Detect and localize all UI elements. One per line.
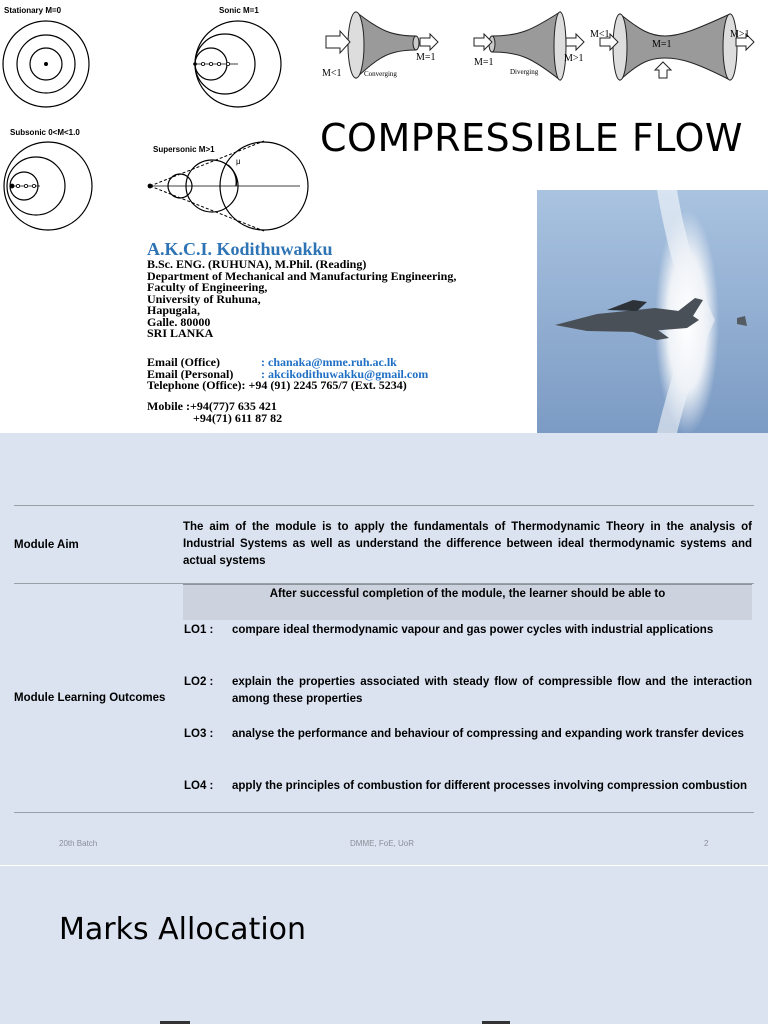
nozzle-label-m-lt-1: M<1 <box>322 68 342 79</box>
supersonic-label: Supersonic M>1 <box>153 145 215 154</box>
nozzle-label-diverging: Diverging <box>510 68 539 76</box>
module-aim-text: The aim of the module is to apply the fundamentals of Thermodynamic Theory in the analysis of Industrial Systems as well as understand the difference between ideal thermodynamic systems and actual systems <box>183 521 752 567</box>
author-department: Department of Mechanical and Manufacturing Engineering, <box>147 268 457 283</box>
nozzle-label-converging: Converging <box>364 70 397 78</box>
author-block <box>147 239 527 340</box>
lo4-code: LO4 : <box>184 780 214 792</box>
lo3-code: LO3 : <box>184 728 214 740</box>
nozzle-label-m-eq-1-b: M=1 <box>474 57 494 68</box>
footer-department: DMME, FoE, UoR <box>350 839 415 848</box>
author-name: A.K.C.I. Kodithuwakku <box>147 239 333 259</box>
footer-batch: 20th Batch <box>59 839 98 848</box>
slide-title: COMPRESSIBLE FLOW <box>320 116 743 160</box>
mach-wave-diagrams <box>0 0 320 235</box>
mobile-primary: Mobile :+94(77)7 635 421 <box>147 399 277 413</box>
lo3-text: analyse the performance and behaviour of compressing and expanding work transfer devices <box>232 728 744 740</box>
nozzle-label-m-eq-1-c: M=1 <box>652 39 672 50</box>
lo1-code: LO1 : <box>184 624 214 636</box>
footer-page-number: 2 <box>704 839 709 848</box>
stationary-label: Stationary M=0 <box>4 6 62 15</box>
email-personal-link[interactable]: : akcikodithuwakku@gmail.com <box>261 366 429 381</box>
mobile-block <box>147 400 282 424</box>
mach-angle-label: μ <box>236 157 241 166</box>
email-office-key: Email (Office) <box>147 355 220 369</box>
outcomes-header: After successful completion of the module, the learner should be able to <box>269 588 666 600</box>
lo4-text: apply the principles of combustion for different processes involving compression combustion <box>232 780 748 792</box>
author-qualifications: B.Sc. ENG. (RUHUNA), M.Phil. (Reading) <box>147 257 367 271</box>
module-details-slide <box>0 433 768 865</box>
author-university: University of Ruhuna, <box>147 291 261 306</box>
outcomes-label: Module Learning Outcomes <box>14 692 166 704</box>
lo1-text: compare ideal thermodynamic vapour and gas power cycles with industrial applications <box>232 624 714 636</box>
lo2-text: explain the properties associated with steady flow of compressible flow and the interaction among these properties <box>232 676 752 705</box>
telephone: Telephone (Office): +94 (91) 2245 765/7 (Ext. 5234) <box>147 378 407 392</box>
outcomes-header-cell <box>183 584 752 620</box>
nozzle-label-m-gt-1: M>1 <box>564 53 584 64</box>
marks-allocation-title: Marks Allocation <box>59 912 307 947</box>
table-bottom-rule <box>14 812 754 813</box>
nozzle-label-m-eq-1: M=1 <box>416 52 436 63</box>
table-top-rule <box>14 505 754 506</box>
mobile-secondary: +94(71) 611 87 82 <box>193 411 283 425</box>
author-country: SRI LANKA <box>147 326 214 340</box>
nozzle-label-m-lt-1-b: M<1 <box>590 29 610 40</box>
email-office-link[interactable]: : chanaka@mme.ruh.ac.lk <box>261 355 397 369</box>
marks-allocation-slide <box>0 866 768 1024</box>
subsonic-label: Subsonic 0<M<1.0 <box>10 128 80 137</box>
title-slide <box>0 0 768 433</box>
nozzle-label-m-gt-1-b: M>1 <box>730 29 750 40</box>
lo2-code: LO2 : <box>184 676 214 688</box>
email-personal-key: Email (Personal) <box>147 366 234 381</box>
sonic-label: Sonic M=1 <box>219 6 259 15</box>
author-faculty: Faculty of Engineering, <box>147 280 268 294</box>
author-town: Hapugala, <box>147 303 201 317</box>
module-aim-label: Module Aim <box>14 539 79 551</box>
jet-vapor-cone-photo <box>537 190 768 433</box>
author-city: Galle. 80000 <box>147 314 211 329</box>
